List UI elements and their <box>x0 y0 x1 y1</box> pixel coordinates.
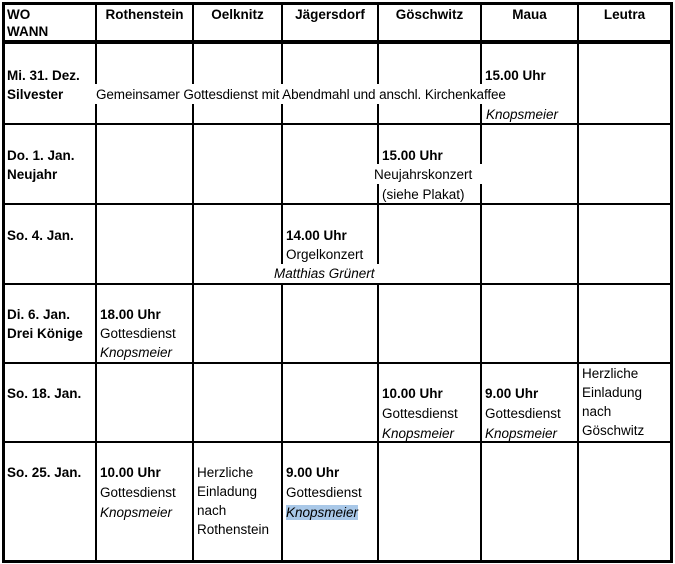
header-wann: WANN <box>7 24 49 39</box>
rothenstein-time: 18.00 Uhr <box>100 307 161 322</box>
header-wo: WO <box>7 7 31 22</box>
holiday-label: Drei Könige <box>7 326 83 341</box>
jaegersdorf-time: 9.00 Uhr <box>286 465 340 480</box>
goeschwitz-note: (siehe Plakat) <box>382 187 465 202</box>
header-leutra: Leutra <box>603 7 646 22</box>
highlighted-person[interactable]: Knopsmeier <box>286 505 359 520</box>
date-label: Di. 6. Jan. <box>7 307 71 322</box>
row-divider <box>2 123 673 125</box>
header-divider <box>2 40 673 44</box>
leutra-invitation <box>582 364 644 440</box>
header-oelknitz: Oelknitz <box>211 7 264 22</box>
table-border-top <box>2 2 673 5</box>
row-divider <box>2 362 673 364</box>
holiday-label: Silvester <box>7 87 64 102</box>
maua-event: Gottesdienst <box>485 406 561 421</box>
header-wo-wann <box>7 6 93 40</box>
date-cell <box>7 146 95 184</box>
jaegersdorf-time: 14.00 Uhr <box>286 228 347 243</box>
goeschwitz-time: 10.00 Uhr <box>382 386 443 401</box>
table-border-bottom <box>2 560 673 563</box>
invitation-line: Göschwitz <box>582 423 645 438</box>
invitation-line: Einladung <box>582 385 643 400</box>
column-divider <box>577 2 579 562</box>
goeschwitz-event: Neujahrskonzert <box>374 167 473 182</box>
goeschwitz-person: Knopsmeier <box>382 426 455 441</box>
date-label: Mi. 31. Dez. <box>7 68 80 83</box>
header-maua: Maua <box>512 7 547 22</box>
header-rothenstein: Rothenstein <box>105 7 184 22</box>
invitation-line: Einladung <box>197 484 258 499</box>
jaegersdorf-person: Matthias Grünert <box>274 266 375 281</box>
maua-person: Knopsmeier <box>486 107 559 122</box>
joint-service-text: Gemeinsamer Gottesdienst mit Abendmahl und anschl. Kirchenkaffee <box>96 87 506 102</box>
header-jaegersdorf: Jägersdorf <box>295 7 365 22</box>
invitation-line: Herzliche <box>582 366 639 381</box>
goeschwitz-time: 15.00 Uhr <box>382 148 443 163</box>
maua-time: 9.00 Uhr <box>485 386 539 401</box>
maua-time: 15.00 Uhr <box>485 68 546 83</box>
table-border-right <box>670 2 673 562</box>
invitation-line: Rothenstein <box>197 522 270 537</box>
table-border-left <box>2 2 5 562</box>
rothenstein-person: Knopsmeier <box>100 505 173 520</box>
jaegersdorf-event: Orgelkonzert <box>286 247 364 262</box>
rothenstein-time: 10.00 Uhr <box>100 465 161 480</box>
invitation-line: nach <box>197 503 227 518</box>
selected-text[interactable] <box>286 503 358 522</box>
invitation-line: nach <box>582 404 612 419</box>
maua-person: Knopsmeier <box>485 426 558 441</box>
date-cell <box>7 305 99 343</box>
row-divider <box>2 283 673 285</box>
invitation-line: Herzliche <box>197 465 254 480</box>
row-divider <box>2 203 673 205</box>
date-label: Do. 1. Jan. <box>7 148 75 163</box>
jaegersdorf-event: Gottesdienst <box>286 485 362 500</box>
date-label: So. 4. Jan. <box>7 228 74 243</box>
date-label: So. 25. Jan. <box>7 465 82 480</box>
goeschwitz-event: Gottesdienst <box>382 406 458 421</box>
date-label: So. 18. Jan. <box>7 386 82 401</box>
row-divider <box>2 441 673 443</box>
rothenstein-event: Gottesdienst <box>100 485 176 500</box>
holiday-label: Neujahr <box>7 167 58 182</box>
header-goeschwitz: Göschwitz <box>395 7 464 22</box>
rothenstein-event: Gottesdienst <box>100 326 176 341</box>
rothenstein-person: Knopsmeier <box>100 345 173 360</box>
date-cell <box>7 66 95 104</box>
oelknitz-invitation <box>197 463 269 539</box>
